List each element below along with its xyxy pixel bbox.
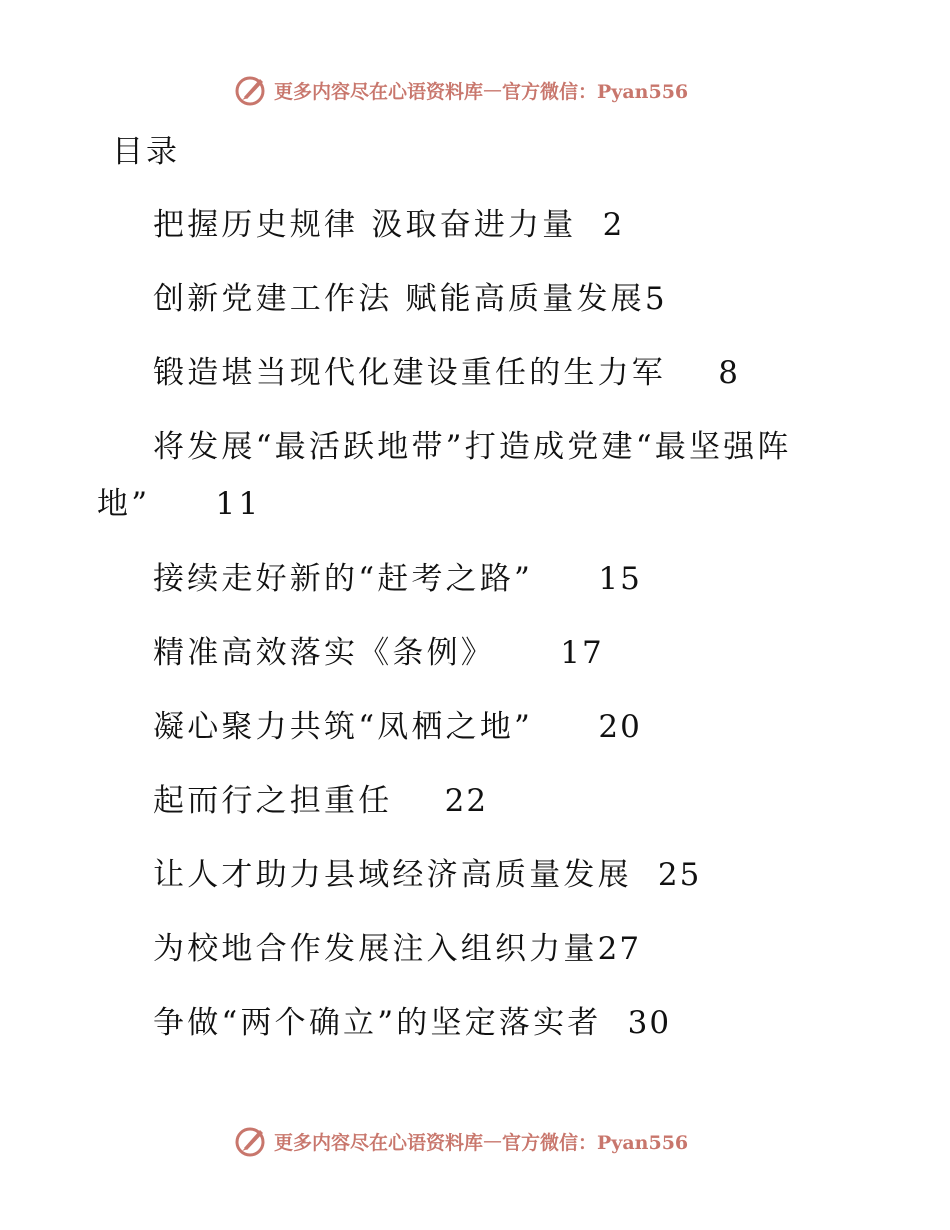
toc-entry: [153, 273, 667, 318]
footer-watermark: [234, 1121, 754, 1161]
toc-entry: [153, 627, 604, 672]
toc-entry-page: 22: [444, 783, 489, 819]
toc-entry-title: 创新党建工作法 赋能高质量发展: [153, 281, 645, 317]
toc-entry-title: 起而行之担重任: [153, 783, 393, 819]
watermark-dash: —: [483, 79, 503, 101]
toc-entry-page: 15: [598, 561, 642, 597]
toc-entry-page: 11: [215, 486, 262, 522]
toc-entry: [153, 775, 488, 820]
toc-entry-title: 接续走好新的“赶考之路”: [153, 561, 534, 597]
toc-entry-title: 凝心聚力共筑“凤栖之地”: [153, 709, 534, 745]
toc-entry-title: 把握历史规律 汲取奋进力量: [153, 207, 577, 243]
watermark-text: 更多内容尽在心语资料库: [274, 1131, 484, 1154]
toc-entry-continuation: [97, 478, 261, 523]
toc-entry-page: 17: [560, 635, 604, 671]
watermark-text: 更多内容尽在心语资料库: [274, 80, 484, 103]
watermark-wechat: 官方微信：Pyan556: [502, 80, 689, 103]
toc-entry-page: 8: [718, 355, 740, 391]
toc-entry-title: 为校地合作发展注入组织力量: [153, 931, 598, 967]
toc-entry-title: 精准高效落实《条例》: [153, 635, 495, 671]
toc-title: 目录: [112, 134, 180, 170]
toc-entry: [153, 849, 701, 894]
toc-entry: [153, 701, 642, 746]
toc-entry-page: 20: [598, 709, 642, 745]
toc-entry: [153, 347, 740, 392]
quill-logo-icon: [234, 1124, 268, 1158]
watermark-dash: —: [483, 1130, 503, 1152]
toc-entry-title: 锻造堪当现代化建设重任的生力军: [153, 355, 666, 391]
toc-entry: [153, 553, 642, 598]
toc-entry-page: 25: [657, 857, 702, 893]
toc-entry: [153, 199, 624, 244]
toc-entry-page: 27: [597, 931, 642, 967]
toc-entry-page: 5: [644, 281, 667, 317]
watermark-wechat: 官方微信：Pyan556: [502, 1131, 689, 1154]
toc-entry-title: 让人才助力县域经济高质量发展: [153, 857, 632, 893]
quill-logo-icon: [234, 73, 268, 107]
header-watermark: [234, 70, 754, 110]
toc-entry: [153, 923, 641, 968]
toc-entry-title: 将发展“最活跃地带”打造成党建“最坚强阵: [153, 429, 792, 465]
toc-entry: [153, 421, 792, 466]
toc-entry-page: 30: [627, 1005, 672, 1041]
toc-entry-title-cont: 地”: [97, 486, 151, 522]
toc-entry: [153, 997, 671, 1042]
toc-entry-page: 2: [602, 207, 625, 243]
toc-entry-title: 争做“两个确立”的坚定落实者: [153, 1005, 602, 1041]
